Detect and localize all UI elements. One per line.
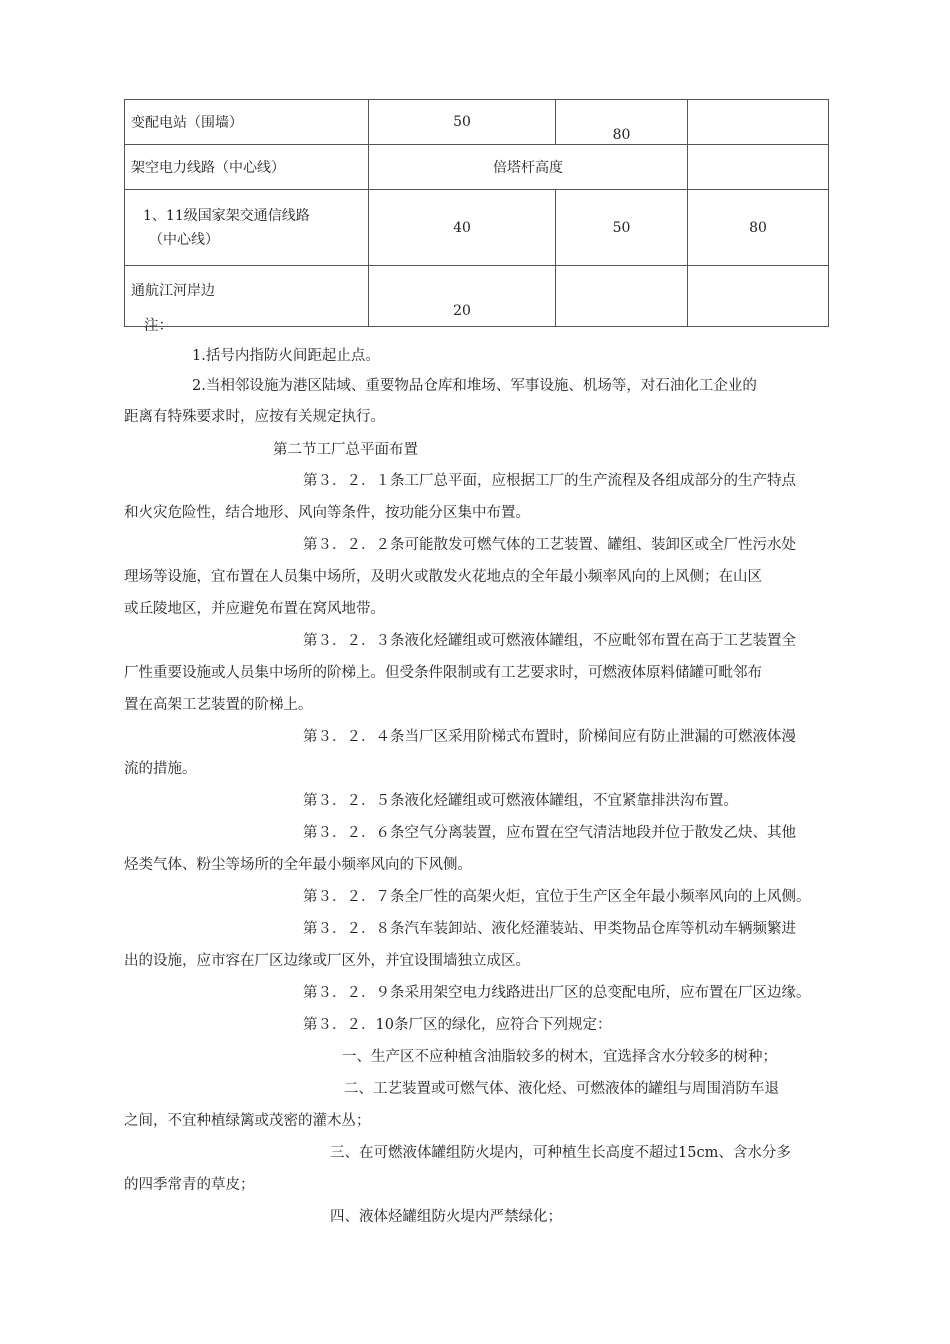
note-2-line1: 2.当相邻设施为港区陆域、重要物品仓库和堆场、军事设施、机场等，对石油化工企业的 <box>192 378 757 394</box>
cell-value: 20 <box>453 303 471 319</box>
row-label <box>125 190 369 266</box>
clause-3-2-2: 第３．２．２条可能散发可燃气体的工艺装置、罐组、装卸区或全厂性污水处 <box>303 537 796 553</box>
clause-3-2-7: 第３．２．７条全厂性的高架火炬，宜位于生产区全年最小频率风向的上风侧。 <box>303 889 811 905</box>
note-1: 1.括号内指防火间距起止点。 <box>192 348 380 364</box>
row-label: 变配电站（围墙） <box>125 100 369 145</box>
table-cell <box>688 266 829 327</box>
clause-3-2-5: 第３．２．５条液化烃罐组或可燃液体罐组，不宜紧靠排洪沟布置。 <box>303 793 738 809</box>
greening-item-3: 三、在可燃液体罐组防火堤内，可种植生长高度不超过15cm、含水分多 <box>330 1145 791 1161</box>
table-row <box>125 190 829 266</box>
table-cell: 80 <box>688 190 829 266</box>
table-cell <box>556 266 688 327</box>
row-label: 架空电力线路（中心线） <box>125 145 369 190</box>
table-cell <box>688 100 829 145</box>
clause-3-2-3: 第３．２．３条液化烃罐组或可燃液体罐组，不应毗邻布置在高于工艺装置全 <box>303 633 796 649</box>
clause-3-2-2-cont: 或丘陵地区，并应避免布置在窝风地带。 <box>124 601 385 617</box>
clause-3-2-4-cont: 流的措施。 <box>124 761 197 777</box>
row-label-line: （中心线） <box>149 231 219 248</box>
clause-3-2-8-cont: 出的设施，应市容在厂区边缘或厂区外，并宜设围墙独立成区。 <box>124 953 530 969</box>
note-2-line2: 距离有特殊要求时，应按有关规定执行。 <box>124 409 385 425</box>
table-cell <box>556 100 688 145</box>
clause-3-2-8: 第３．２．８条汽车装卸站、液化烃灌装站、甲类物品仓库等机动车辆频繁进 <box>303 921 796 937</box>
table-cell: 50 <box>369 100 556 145</box>
table-cell: 40 <box>369 190 556 266</box>
greening-item-2: 二、工艺装置或可燃气体、液化烃、可燃液体的罐组与周围消防车退 <box>344 1081 779 1097</box>
table-cell: 50 <box>556 190 688 266</box>
clause-3-2-6-cont: 烃类气体、粉尘等场所的全年最小频率风向的下风侧。 <box>124 857 472 873</box>
greening-item-1: 一、生产区不应种植含油脂较多的树木，宜选择含水分较多的树种； <box>342 1049 777 1065</box>
section-title: 第二节工厂总平面布置 <box>273 442 418 458</box>
clause-3-2-3-cont: 置在高架工艺装置的阶梯上。 <box>124 697 313 713</box>
fire-distance-table <box>124 99 829 327</box>
clause-3-2-4: 第３．２．４条当厂区采用阶梯式布置时，阶梯间应有防止泄漏的可燃液体漫 <box>303 729 796 745</box>
clause-3-2-1: 第３．２．１条工厂总平面，应根据工厂的生产流程及各组成部分的生产特点 <box>303 473 796 489</box>
clause-3-2-3-cont: 厂性重要设施或人员集中场所的阶梯上。但受条件限制或有工艺要求时，可燃液体原料储罐可毗邻布 <box>124 665 762 681</box>
clause-3-2-10: 第３．２．10条厂区的绿化，应符合下列规定： <box>303 1017 612 1033</box>
table-cell <box>688 145 829 190</box>
row-label-line: 1、11级国家架交通信线路 <box>143 207 310 224</box>
greening-item-2-cont: 之间，不宜种植绿篱或茂密的灌木丛； <box>124 1113 371 1129</box>
greening-item-4: 四、液体烃罐组防火堤内严禁绿化； <box>330 1209 562 1225</box>
table-cell-merged: 倍塔杆高度 <box>369 145 688 190</box>
clause-3-2-2-cont: 理场等设施，宜布置在人员集中场所，及明火或散发火花地点的全年最小频率风向的上风侧；在山区 <box>124 569 762 585</box>
table-row <box>125 266 829 327</box>
table-cell <box>369 266 556 327</box>
table-row <box>125 100 829 145</box>
notes-label: 注： <box>144 318 173 334</box>
clause-3-2-9: 第３．２．９条采用架空电力线路进出厂区的总变配电所，应布置在厂区边缘。 <box>303 985 811 1001</box>
greening-item-3-cont: 的四季常青的草皮； <box>124 1177 255 1193</box>
table-row <box>125 145 829 190</box>
row-label: 通航江河岸边 <box>125 266 369 327</box>
clause-3-2-6: 第３．２．６条空气分离装置，应布置在空气清洁地段并位于散发乙炔、其他 <box>303 825 796 841</box>
clause-3-2-1-cont: 和火灾危险性，结合地形、风向等条件，按功能分区集中布置。 <box>124 505 530 521</box>
cell-value: 80 <box>612 127 631 143</box>
